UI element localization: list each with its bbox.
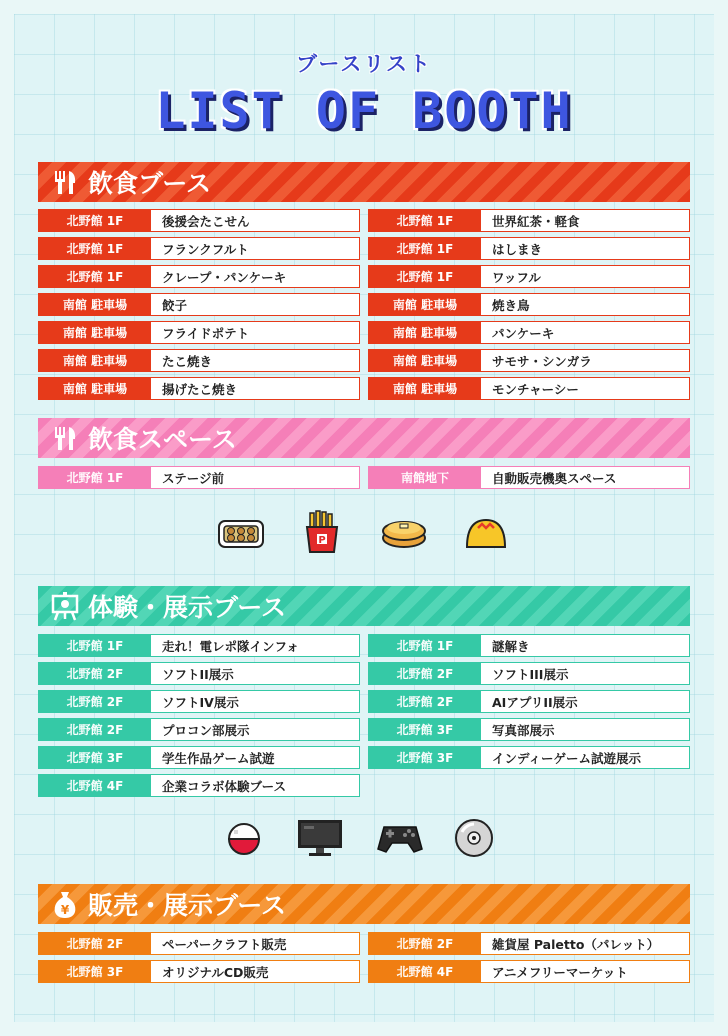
booth-location: 北野館 1F	[369, 635, 481, 656]
booth-name: 謎解き	[492, 638, 530, 654]
booth-name: 餃子	[162, 297, 188, 313]
booth-row	[38, 718, 360, 741]
booth-location: 南館 駐車場	[39, 350, 151, 371]
booth-row	[368, 265, 690, 288]
booth-name: ソフトIV展示	[162, 694, 239, 710]
booth-name: ステージ前	[162, 470, 225, 486]
booth-location: 南館 駐車場	[369, 294, 481, 315]
booth-row	[368, 932, 690, 955]
booth-row	[38, 293, 360, 316]
booth-location: 北野館 1F	[39, 266, 151, 287]
section-title: 飲食スペース	[88, 425, 237, 454]
booth-name: 焼き鳥	[492, 297, 530, 313]
booth-name: 自動販売機奥スペース	[492, 470, 617, 486]
page-subtitle: ブースリスト	[296, 52, 432, 76]
pancake-icon	[380, 516, 428, 550]
booth-name: フランクフルト	[162, 241, 249, 257]
booth-name: ワッフル	[492, 269, 541, 285]
booth-row	[368, 690, 690, 713]
booth-name: プロコン部展示	[162, 722, 250, 738]
booth-location: 北野館 3F	[39, 747, 151, 768]
booth-row	[38, 237, 360, 260]
booth-row	[368, 662, 690, 685]
booth-name: フライドポテト	[162, 325, 250, 341]
booth-name: アニメフリーマーケット	[492, 964, 628, 980]
booth-row	[368, 634, 690, 657]
booth-row	[368, 746, 690, 769]
booth-location: 北野館 2F	[39, 933, 151, 954]
fork-knife-icon	[50, 423, 80, 453]
booth-row	[38, 209, 360, 232]
booth-row	[368, 960, 690, 983]
booth-location: 南館地下	[369, 467, 481, 488]
section-title: 販売・展示ブース	[88, 891, 287, 920]
capsule-icon	[226, 820, 262, 858]
booth-row	[38, 321, 360, 344]
booth-name: AIアプリII展示	[492, 694, 578, 710]
booth-row	[368, 321, 690, 344]
fork-knife-icon	[50, 167, 80, 197]
booth-location: 北野館 2F	[39, 691, 151, 712]
svg-text:P: P	[318, 535, 326, 546]
money-bag-icon	[50, 889, 80, 919]
booth-row	[38, 690, 360, 713]
booth-location: 北野館 1F	[39, 635, 151, 656]
booth-name: 学生作品ゲーム試遊	[162, 750, 275, 766]
booth-name: 世界紅茶・軽食	[492, 213, 580, 229]
booth-row	[368, 718, 690, 741]
booth-location: 北野館 1F	[369, 266, 481, 287]
booth-name: 揚げたこ焼き	[162, 381, 238, 397]
booth-row	[38, 662, 360, 685]
booth-location: 北野館 3F	[369, 747, 481, 768]
booth-row	[38, 960, 360, 983]
booth-name: はしまき	[492, 241, 543, 257]
french-fries-icon	[302, 510, 342, 554]
booth-row	[38, 377, 360, 400]
easel-icon	[50, 591, 80, 621]
booth-location: 北野館 1F	[39, 467, 151, 488]
booth-location: 南館 駐車場	[369, 350, 481, 371]
booth-row	[38, 265, 360, 288]
booth-name: サモサ・シンガラ	[492, 353, 592, 369]
booth-row	[368, 377, 690, 400]
booth-row	[368, 349, 690, 372]
booth-row	[38, 774, 360, 797]
booth-location: 北野館 3F	[369, 719, 481, 740]
booth-name: 後援会たこせん	[162, 213, 250, 229]
booth-name: インディーゲーム試遊展示	[492, 750, 642, 766]
booth-name: オリジナルCD販売	[162, 964, 269, 980]
booth-location: 北野館 2F	[39, 663, 151, 684]
booth-location: 北野館 1F	[39, 210, 151, 231]
takoyaki-icon	[218, 516, 264, 552]
booth-row	[368, 237, 690, 260]
section-title: 体験・展示ブース	[88, 593, 287, 622]
booth-location: 南館 駐車場	[369, 322, 481, 343]
booth-location: 南館 駐車場	[39, 378, 151, 399]
booth-name: 走れ！電レポ隊インフォ	[162, 638, 299, 654]
booth-name: モンチャーシー	[492, 381, 579, 397]
booth-name: ソフトIII展示	[492, 666, 569, 682]
section-sales	[38, 884, 690, 924]
booth-location: 南館 駐車場	[369, 378, 481, 399]
section-food-booth	[38, 162, 690, 202]
section-title: 飲食ブース	[88, 169, 212, 198]
booth-location: 北野館 1F	[369, 210, 481, 231]
booth-row	[368, 466, 690, 489]
booth-location: 北野館 2F	[369, 933, 481, 954]
monitor-icon	[296, 818, 344, 858]
booth-name: ソフトII展示	[162, 666, 234, 682]
omelette-icon	[464, 516, 508, 552]
booth-location: 北野館 1F	[39, 238, 151, 259]
svg-text:¥: ¥	[60, 903, 70, 917]
booth-location: 北野館 2F	[369, 663, 481, 684]
section-experience	[38, 586, 690, 626]
booth-name: 雑貨屋 Paletto（パレット）	[492, 936, 660, 952]
booth-row	[368, 293, 690, 316]
booth-row	[38, 466, 360, 489]
booth-row	[38, 634, 360, 657]
booth-location: 北野館 2F	[39, 719, 151, 740]
booth-row	[368, 209, 690, 232]
booth-location: 北野館 4F	[369, 961, 481, 982]
booth-location: 南館 駐車場	[39, 294, 151, 315]
booth-name: たこ焼き	[162, 353, 213, 369]
page-title: LIST OF BOOTH	[155, 82, 573, 140]
booth-row	[38, 349, 360, 372]
booth-location: 北野館 1F	[369, 238, 481, 259]
disc-icon	[454, 818, 494, 858]
booth-name: 写真部展示	[492, 722, 555, 738]
section-food-space	[38, 418, 690, 458]
booth-name: ペーパークラフト販売	[162, 936, 287, 952]
booth-location: 北野館 3F	[39, 961, 151, 982]
booth-name: クレープ・パンケーキ	[162, 269, 287, 285]
booth-name: 企業コラボ体験ブース	[162, 778, 287, 794]
booth-name: パンケーキ	[492, 325, 555, 341]
booth-location: 南館 駐車場	[39, 322, 151, 343]
booth-location: 北野館 2F	[369, 691, 481, 712]
gamepad-icon	[376, 824, 424, 854]
booth-row	[38, 746, 360, 769]
booth-row	[38, 932, 360, 955]
booth-location: 北野館 4F	[39, 775, 151, 796]
